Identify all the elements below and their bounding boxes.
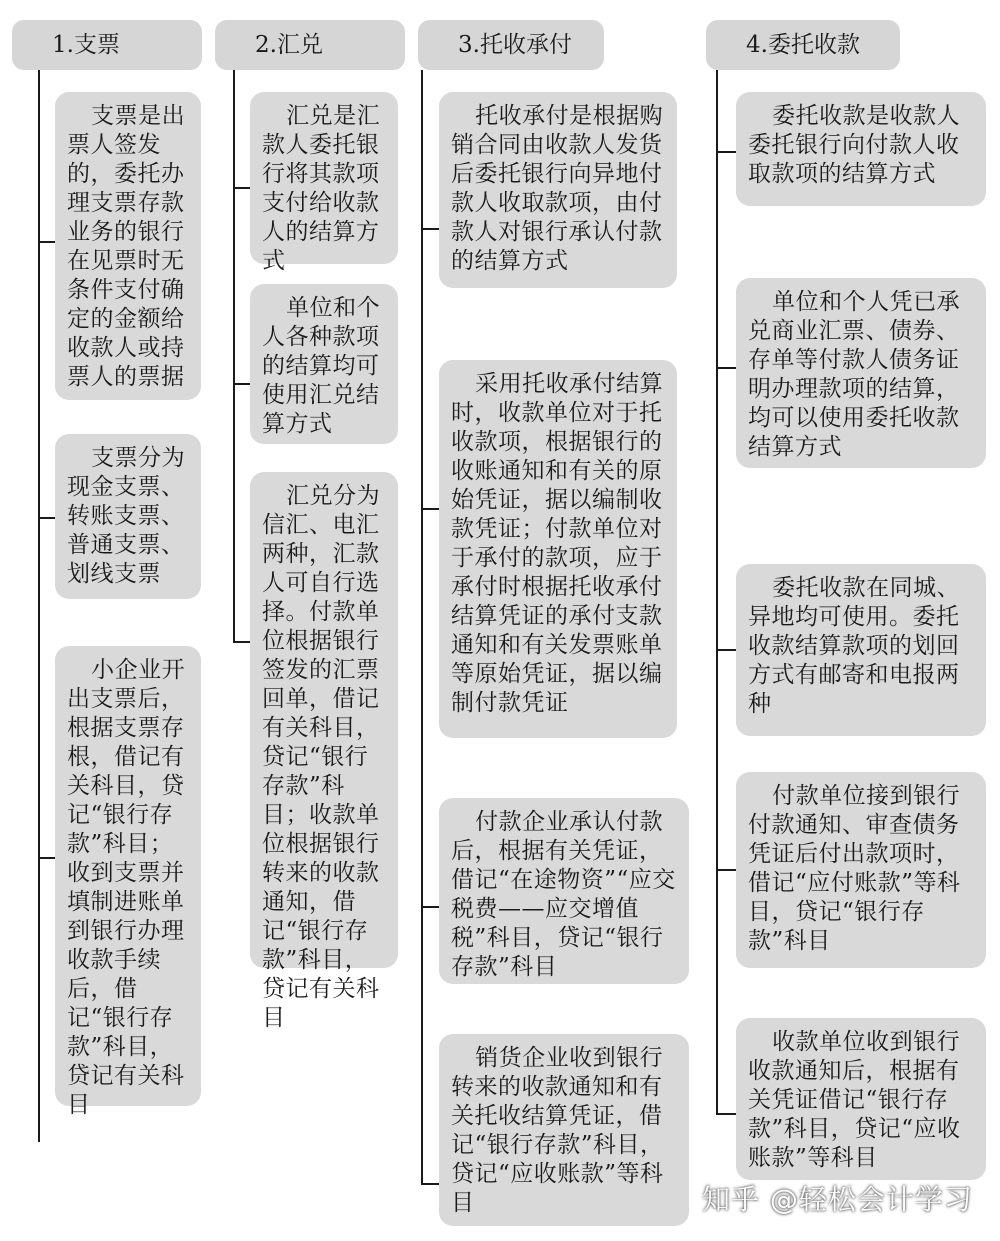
column-4-connector-3 [716,649,736,651]
column-1-box-2: 支票分为现金支票、转账支票、普通支票、划线支票 [55,434,201,599]
column-3-connector-4 [421,1183,439,1185]
column-2-box-1: 汇兑是汇款人委托银行将其款项支付给收款人的结算方式 [250,92,398,264]
column-3-box-2: 采用托收承付结算时，收款单位对于托收款项，根据银行的收账通知和有关的原始凭证，据以编制收款凭证；付款单位对于承付的款项，应于承付时根据托收承付结算凭证的承付支款通知和有关发票账单等原始凭证，据以编制付款凭证 [439,360,677,738]
column-1-connector-2 [38,517,55,519]
column-2-box-3: 汇兑分为信汇、电汇两种，汇款人可自行选择。付款单位根据银行签发的汇票回单，借记有关科目，贷记“银行存款”科目；收款单位根据银行转来的收款通知，借记“银行存款”科目，贷记有关科目 [250,472,398,968]
column-4-connector-2 [716,367,736,369]
column-4-header: 4.委托收款 [706,20,900,70]
column-4-box-5: 收款单位收到银行收款通知后，根据有关凭证借记“银行存款”科目，贷记“应收账款”等科目 [736,1018,986,1180]
column-2-connector-3 [233,641,250,643]
column-2-connector-2 [233,383,250,385]
column-4-connector-5 [716,1113,736,1115]
column-4-box-3: 委托收款在同城、异地均可使用。委托收款结算款项的划回方式有邮寄和电报两种 [736,564,986,736]
watermark: 知乎 @轻松会计学习 [702,1183,973,1216]
column-4-box-4: 付款单位接到银行付款通知、审查债务凭证后付出款项时，借记“应付账款”等科目，贷记“银行存款”科目 [736,772,986,968]
column-2-connector-1 [233,187,250,189]
column-2-box-2: 单位和个人各种款项的结算均可使用汇兑结算方式 [250,284,398,444]
column-1-box-3: 小企业开出支票后，根据支票存根，借记有关科目，贷记“银行存款”科目；收到支票并填制进账单到银行办理收款手续后，借记“银行存款”科目，贷记有关科目 [55,646,201,1106]
column-3-connector-2 [421,508,439,510]
column-4-connector-1 [716,151,736,153]
column-3-box-1: 托收承付是根据购销合同由收款人发货后委托银行向异地付款人收取款项，由付款人对银行承认付款的结算方式 [439,92,677,288]
column-4-box-2: 单位和个人凭已承兑商业汇票、债券、存单等付款人债务证明办理款项的结算，均可以使用委托收款结算方式 [736,278,986,468]
column-1-trunk [38,70,40,1142]
column-3-box-3: 付款企业承认付款后，根据有关凭证，借记“在途物资”“应交税费——应交增值税”科目，贷记“银行存款”科目 [439,798,689,984]
column-4-connector-4 [716,869,736,871]
column-2-header: 2.汇兑 [215,20,405,70]
column-3-connector-3 [421,906,439,908]
column-1-connector-1 [38,241,55,243]
column-1-connector-3 [38,857,55,859]
column-3-header: 3.托收承付 [418,20,604,70]
column-3-trunk [421,70,423,1185]
column-3-connector-1 [421,228,439,230]
column-1-header: 1.支票 [12,20,202,70]
column-2-trunk [233,70,235,643]
column-4-box-1: 委托收款是收款人委托银行向付款人收取款项的结算方式 [736,92,986,206]
column-4-trunk [716,70,718,1115]
column-3-box-4: 销货企业收到银行转来的收款通知和有关托收结算凭证，借记“银行存款”科目，贷记“应收账款”等科目 [439,1034,689,1226]
column-1-box-1: 支票是出票人签发的，委托办理支票存款业务的银行在见票时无条件支付确定的金额给收款人或持票人的票据 [55,92,201,400]
